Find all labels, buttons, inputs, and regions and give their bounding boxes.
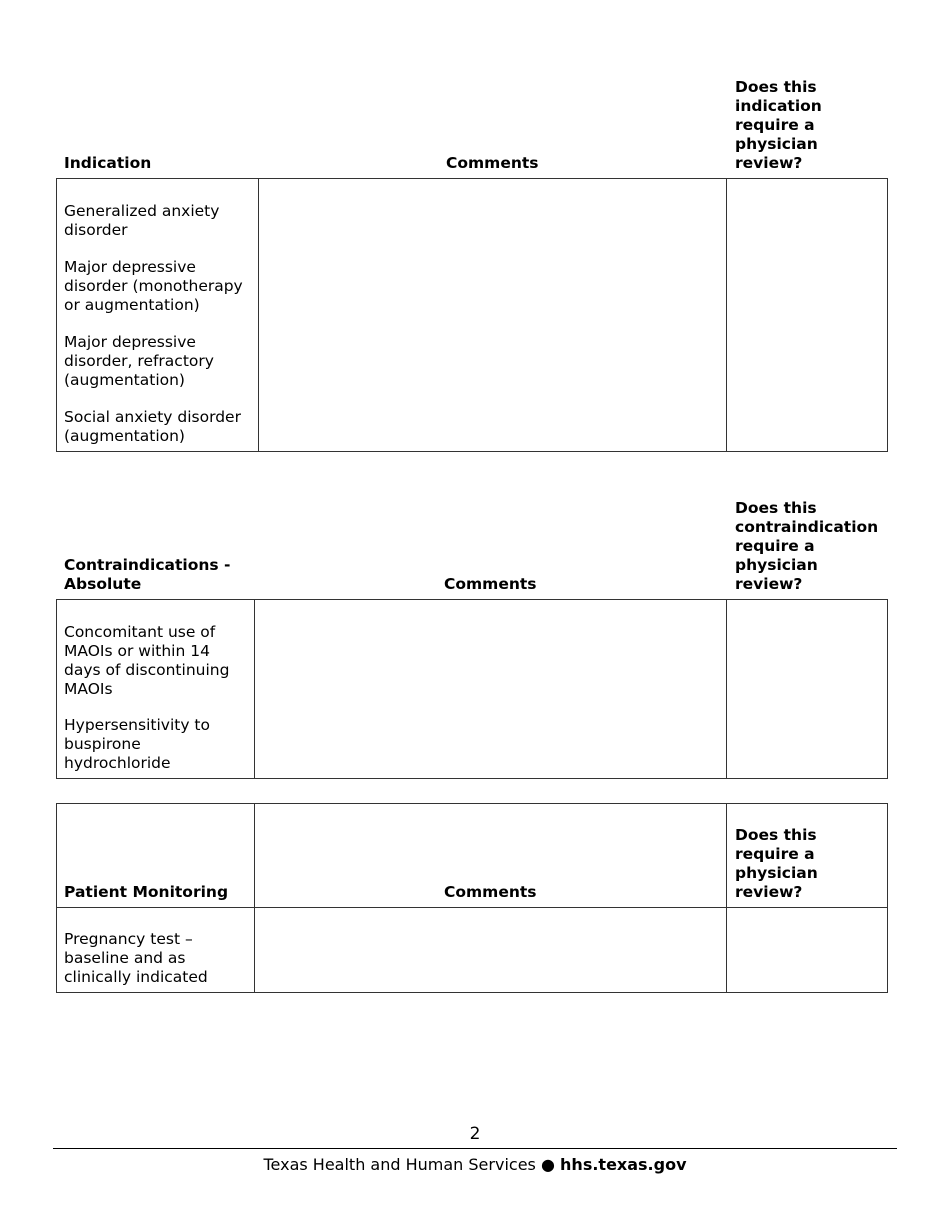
contraindications-header-comments: Comments bbox=[444, 575, 537, 593]
column-divider bbox=[254, 803, 255, 993]
page-number: 2 bbox=[469, 1124, 481, 1144]
footer-site-link[interactable]: hhs.texas.gov bbox=[560, 1155, 687, 1174]
contraindications-header-physician-review: Does this contraindication require a physician review? bbox=[735, 499, 879, 593]
indications-header-comments: Comments bbox=[446, 154, 539, 172]
indication-item: Major depressive disorder, refractory (augmentation) bbox=[64, 333, 214, 389]
indications-header-physician-review: Does this indication require a physician review? bbox=[735, 78, 822, 172]
footer-divider bbox=[53, 1148, 897, 1149]
contraindication-item: Concomitant use of MAOIs or within 14 days of discontinuing MAOIs bbox=[64, 623, 230, 698]
contraindications-header-title: Contraindications - Absolute bbox=[64, 556, 231, 593]
monitoring-header-comments: Comments bbox=[444, 883, 537, 901]
column-divider bbox=[254, 599, 255, 779]
column-divider bbox=[726, 178, 727, 452]
indication-item: Generalized anxiety disorder bbox=[64, 202, 220, 239]
column-divider bbox=[726, 803, 727, 993]
column-divider bbox=[726, 599, 727, 779]
indication-item: Major depressive disorder (monotherapy or augmentation) bbox=[64, 258, 243, 314]
column-divider bbox=[258, 178, 259, 452]
footer-org: Texas Health and Human Services bbox=[263, 1155, 536, 1174]
indication-item: Social anxiety disorder (augmentation) bbox=[64, 408, 241, 445]
contraindication-item: Hypersensitivity to buspirone hydrochloride bbox=[64, 716, 210, 772]
footer bbox=[0, 1155, 950, 1174]
monitoring-header-title: Patient Monitoring bbox=[64, 883, 229, 901]
indications-header-indication: Indication bbox=[64, 154, 152, 172]
monitoring-header-physician-review: Does this require a physician review? bbox=[735, 826, 818, 901]
monitoring-item: Pregnancy test – baseline and as clinically indicated bbox=[64, 930, 208, 986]
row-divider bbox=[56, 907, 888, 908]
footer-bullet: ● bbox=[540, 1155, 555, 1174]
